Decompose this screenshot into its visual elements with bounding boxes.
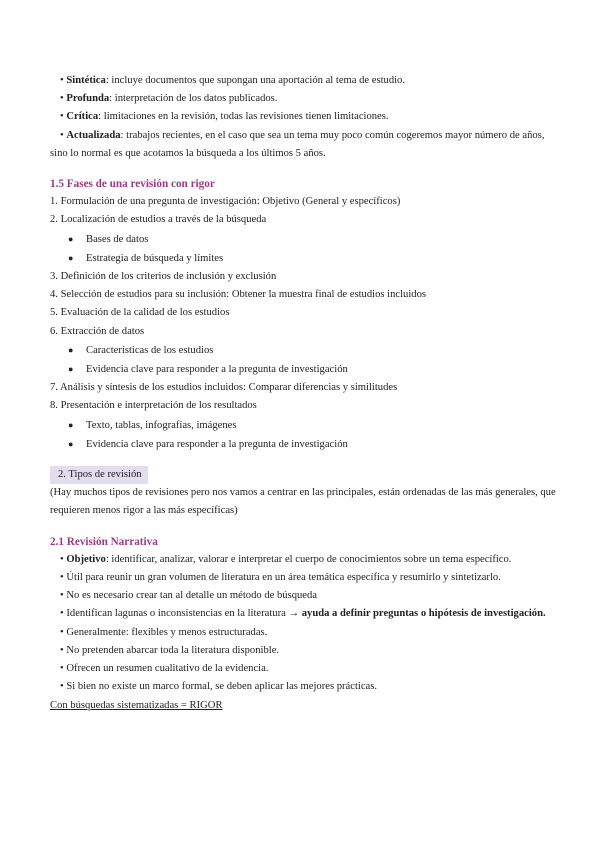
list-item: • Útil para reunir un gran volumen de literatura en un área temática específica y resumirlo y sintetizarlo.	[60, 572, 501, 584]
list-item: • Ofrecen un resumen cualitativo de la evidencia.	[60, 663, 269, 675]
narrative-bullet-list	[50, 551, 560, 697]
list-item: 8. Presentación e interpretación de los resultados	[50, 400, 257, 412]
list-item: • No pretenden abarcar toda la literatura disponible.	[60, 644, 280, 656]
section-heading-highlighted: 2. Tipos de revisión	[50, 466, 560, 484]
list-item: 3. Definición de los criterios de inclusión y exclusión	[50, 271, 277, 283]
sub-list-item: ● Bases de datos	[68, 233, 149, 245]
sub-list-item: ● Texto, tablas, infografías, imágenes	[68, 419, 237, 431]
underlined-note: Con búsquedas sistematizadas = RIGOR	[50, 699, 223, 711]
list-item: • Sintética: incluye documentos que supongan una aportación al tema de estudio.	[60, 75, 406, 86]
document-page	[50, 72, 560, 715]
list-item: 2. Localización de estudios a través de la búsqueda	[50, 214, 267, 226]
list-item: 4. Selección de estudios para su inclusión: Obtener la muestra final de estudios incluidos	[50, 289, 426, 301]
list-item: • Si bien no existe un marco formal, se deben aplicar las mejores prácticas.	[60, 681, 378, 693]
list-item: • Crítica: limitaciones en la revisión, todas las revisiones tienen limitaciones.	[60, 111, 389, 123]
sub-list-item: ● Evidencia clave para responder a la pregunta de investigación	[68, 364, 348, 376]
section-heading: 2.1 Revisión Narrativa	[50, 535, 158, 548]
intro-bullet-list	[50, 72, 560, 127]
list-item: 7. Análisis y síntesis de los estudios incluidos: Comparar diferencias y similitudes	[50, 382, 398, 394]
section-heading: 1.5 Fases de una revisión con rigor	[50, 178, 215, 191]
list-item: • Objetivo: identificar, analizar, valorar e interpretar el cuerpo de conocimientos sobre un tema específico.	[60, 553, 512, 565]
list-item: • Actualizada: trabajos recientes, en el caso que sea un tema muy poco común cogeremos mayor número de años, sino lo normal es que acotamos la búsqueda a los últimos 5 años.	[50, 129, 545, 159]
list-item: 5. Evaluación de la calidad de los estudios	[50, 307, 230, 319]
list-item: • Generalmente: flexibles y menos estructuradas.	[60, 626, 268, 638]
sub-list-item: ● Características de los estudios	[68, 344, 214, 356]
list-item: • No es necesario crear tan al detalle un método de búsqueda	[60, 590, 317, 602]
section-note: (Hay muchos tipos de revisiones pero nos vamos a centrar en las principales, están ordenadas de las más generales, que requieren menos rigor a las más específicas)	[50, 487, 556, 517]
list-item: 1. Formulación de una pregunta de investigación: Objetivo (General y específicos)	[50, 196, 401, 208]
sub-list-item: ● Evidencia clave para responder a la pregunta de investigación	[68, 438, 348, 450]
sub-list-item: ● Estrategia de búsqueda y límites	[68, 252, 224, 264]
phases-list	[50, 193, 560, 454]
list-item: • Identifican lagunas o inconsistencias en la literatura → ayuda a definir preguntas o hipótesis de investigación.	[60, 608, 546, 620]
list-item: • Profunda: interpretación de los datos publicados.	[60, 93, 278, 105]
list-item: 6. Extracción de datos	[50, 325, 145, 337]
